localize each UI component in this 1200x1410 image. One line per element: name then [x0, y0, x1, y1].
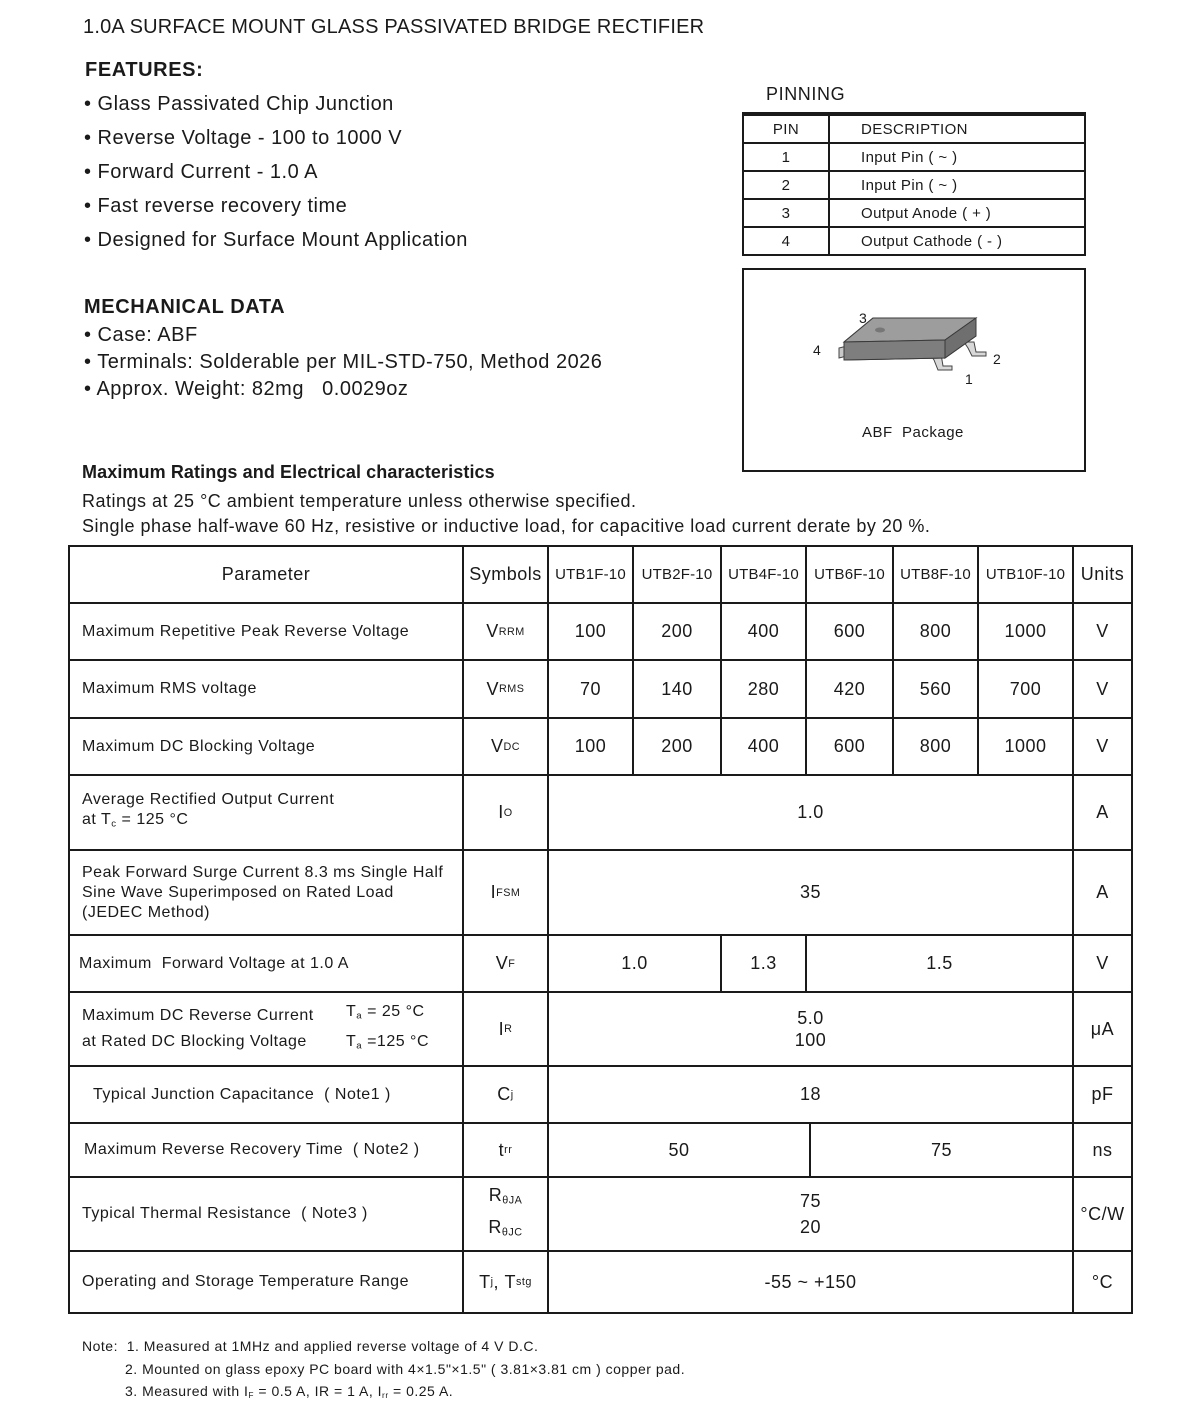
mechanical-item: • Case: ABF [84, 324, 198, 346]
note-2: 2. Mounted on glass epoxy PC board with 4×1.5"×1.5" ( 3.81×3.81 cm ) copper pad. [125, 1361, 686, 1377]
unit-cell: °C/W [1080, 1203, 1125, 1224]
pin-number: 3 [781, 204, 791, 222]
value-cell: 18 [799, 1084, 822, 1104]
value-cell: 800 [919, 621, 952, 641]
parameter-cell: Peak Forward Surge Current 8.3 ms Single Half Sine Wave Superimposed on Rated Load (JEDEC Method) [82, 863, 444, 921]
pin-description: Input Pin ( ~ ) [861, 148, 958, 166]
symbol-cell: V RMS [486, 678, 525, 699]
unit-cell: A [1096, 882, 1109, 902]
value-cell: 420 [833, 678, 866, 699]
unit-cell: V [1096, 678, 1109, 699]
value-cell: 100 [574, 736, 607, 756]
description-col-header: DESCRIPTION [861, 120, 968, 138]
unit-cell: pF [1091, 1084, 1114, 1104]
part-header: UTB2F-10 [641, 566, 713, 583]
ratings-note: Single phase half-wave 60 Hz, resistive or inductive load, for capacitive load current derate by 20 %. [82, 516, 931, 536]
unit-cell: °C [1091, 1271, 1114, 1292]
value-cell: 75 [930, 1139, 953, 1160]
symbol-cell: V RRM [486, 621, 525, 641]
parameter-cell: Maximum DC Blocking Voltage [82, 737, 316, 755]
value-cell: 600 [833, 621, 866, 641]
symbol-cell: T j , T stg [479, 1271, 532, 1292]
feature-item: • Designed for Surface Mount Application [84, 229, 468, 251]
mechanical-heading: MECHANICAL DATA [84, 296, 286, 318]
value-cell: 70 [579, 678, 602, 699]
mechanical-item: • Approx. Weight: 82mg 0.0029oz [84, 378, 409, 400]
package-pin-label: 1 [965, 371, 973, 387]
value-cell: 560 [919, 678, 952, 699]
part-header: UTB8F-10 [900, 566, 971, 583]
features-heading: FEATURES: [85, 59, 204, 81]
part-header: UTB1F-10 [555, 566, 626, 583]
value-cell: 50 [668, 1139, 690, 1160]
part-header: UTB6F-10 [814, 566, 885, 583]
value-cell: 1000 [1004, 621, 1047, 641]
value-cell: 35 [799, 882, 822, 902]
symbol-cell: t rr [498, 1139, 513, 1160]
part-header: UTB4F-10 [728, 566, 799, 583]
value-cell: 400 [747, 736, 780, 756]
package-pin-label: 2 [993, 351, 1001, 367]
value-cell: 200 [661, 621, 693, 641]
value-cell: 700 [1009, 678, 1042, 699]
value-cell: 600 [833, 736, 866, 756]
symbol-cell: I R [498, 1018, 513, 1039]
value-cell: 200 [661, 736, 693, 756]
condition-cell: $T_a = 25$ °C $T_a =125$ °C [346, 1002, 430, 1052]
package-pin-label: 3 [859, 310, 867, 326]
value-cell: 140 [661, 678, 693, 699]
pin-number: 2 [781, 176, 791, 194]
ratings-note: Ratings at 25 °C ambient temperature unless otherwise specified. [82, 491, 637, 511]
value-cell: 280 [747, 678, 780, 699]
pin-description: Output Cathode ( - ) [861, 232, 1003, 250]
feature-item: • Forward Current - 1.0 A [84, 161, 319, 183]
value-cell: 5.0 100 [794, 1008, 827, 1050]
feature-item: • Fast reverse recovery time [84, 195, 348, 217]
parameter-cell: Maximum Repetitive Peak Reverse Voltage [82, 622, 410, 640]
unit-cell: V [1096, 736, 1109, 756]
package-pin-label: 4 [813, 342, 821, 358]
parameter-cell: Maximum DC Reverse Current at Rated DC Blocking Voltage [82, 1007, 314, 1050]
parameter-cell: Average Rectified Output Current at $T_c = 125$ °C [82, 791, 335, 830]
pin-description: Input Pin ( ~ ) [861, 176, 958, 194]
pinning-row [744, 226, 1084, 254]
feature-item: • Glass Passivated Chip Junction [84, 93, 394, 115]
unit-cell: μA [1090, 1018, 1115, 1039]
value-cell: 100 [574, 621, 607, 641]
symbol-cell: C j [497, 1084, 514, 1104]
document-title: 1.0A SURFACE MOUNT GLASS PASSIVATED BRIDGE RECTIFIER [83, 16, 705, 38]
pinning-header-row [744, 114, 1084, 142]
value-cell: 75 20 [799, 1191, 822, 1237]
pin-number: 4 [781, 232, 791, 250]
package-box [742, 268, 1086, 472]
value-cell: 1.5 [926, 953, 953, 973]
unit-cell: V [1096, 621, 1109, 641]
note-3: 3. Measured with $I_F = 0.5$ A, IR = 1 A, $I_{rr} = 0.25$ A. [125, 1383, 454, 1401]
parameter-cell: Operating and Storage Temperature Range [82, 1273, 409, 1290]
pinning-row [744, 170, 1084, 198]
symbol-cell: $R_{\theta JA}$ $R_{\theta JC}$ [488, 1185, 523, 1239]
ratings-table [68, 545, 1133, 1314]
value-cell: 400 [747, 621, 780, 641]
pinning-table [742, 112, 1086, 256]
note-1: Note: 1. Measured at 1MHz and applied reverse voltage of 4 V D.C. [82, 1338, 539, 1354]
value-cell: -55 ~ +150 [764, 1271, 857, 1292]
pin-description: Output Anode ( + ) [861, 204, 992, 222]
parameter-cell: Maximum Forward Voltage at 1.0 A [79, 954, 349, 972]
pin-col-header: PIN [772, 120, 800, 138]
parameter-cell: Maximum Reverse Recovery Time ( Note2 ) [84, 1141, 420, 1158]
pin-number: 1 [781, 148, 791, 166]
value-cell: 1.3 [750, 953, 777, 973]
unit-cell: ns [1092, 1139, 1113, 1160]
symbol-cell: I O [498, 802, 513, 822]
symbol-cell: I FSM [490, 882, 521, 902]
value-cell: 1.0 [797, 802, 824, 822]
parameter-cell: Maximum RMS voltage [82, 680, 257, 697]
package-caption: ABF Package [862, 424, 964, 441]
parameter-cell: Typical Thermal Resistance ( Note3 ) [82, 1205, 368, 1222]
unit-cell: V [1096, 953, 1109, 973]
mechanical-item: • Terminals: Solderable per MIL-STD-750, Method 2026 [84, 351, 603, 373]
symbol-cell: V F [495, 953, 516, 973]
symbol-cell: V DC [490, 736, 521, 756]
pinning-heading: PINNING [766, 84, 846, 104]
value-cell: 1.0 [621, 953, 648, 973]
symbols-header: Symbols [469, 564, 542, 584]
pinning-row [744, 198, 1084, 226]
parameter-cell: Typical Junction Capacitance ( Note1 ) [93, 1085, 391, 1103]
value-cell: 800 [919, 736, 952, 756]
unit-cell: A [1096, 802, 1109, 822]
units-header: Units [1080, 564, 1125, 584]
ratings-heading: Maximum Ratings and Electrical characteristics [82, 462, 495, 482]
feature-item: • Reverse Voltage - 100 to 1000 V [84, 127, 403, 149]
value-cell: 1000 [1004, 736, 1047, 756]
pinning-row [744, 142, 1084, 170]
parameter-header: Parameter [221, 564, 311, 584]
part-header: UTB10F-10 [985, 566, 1066, 583]
